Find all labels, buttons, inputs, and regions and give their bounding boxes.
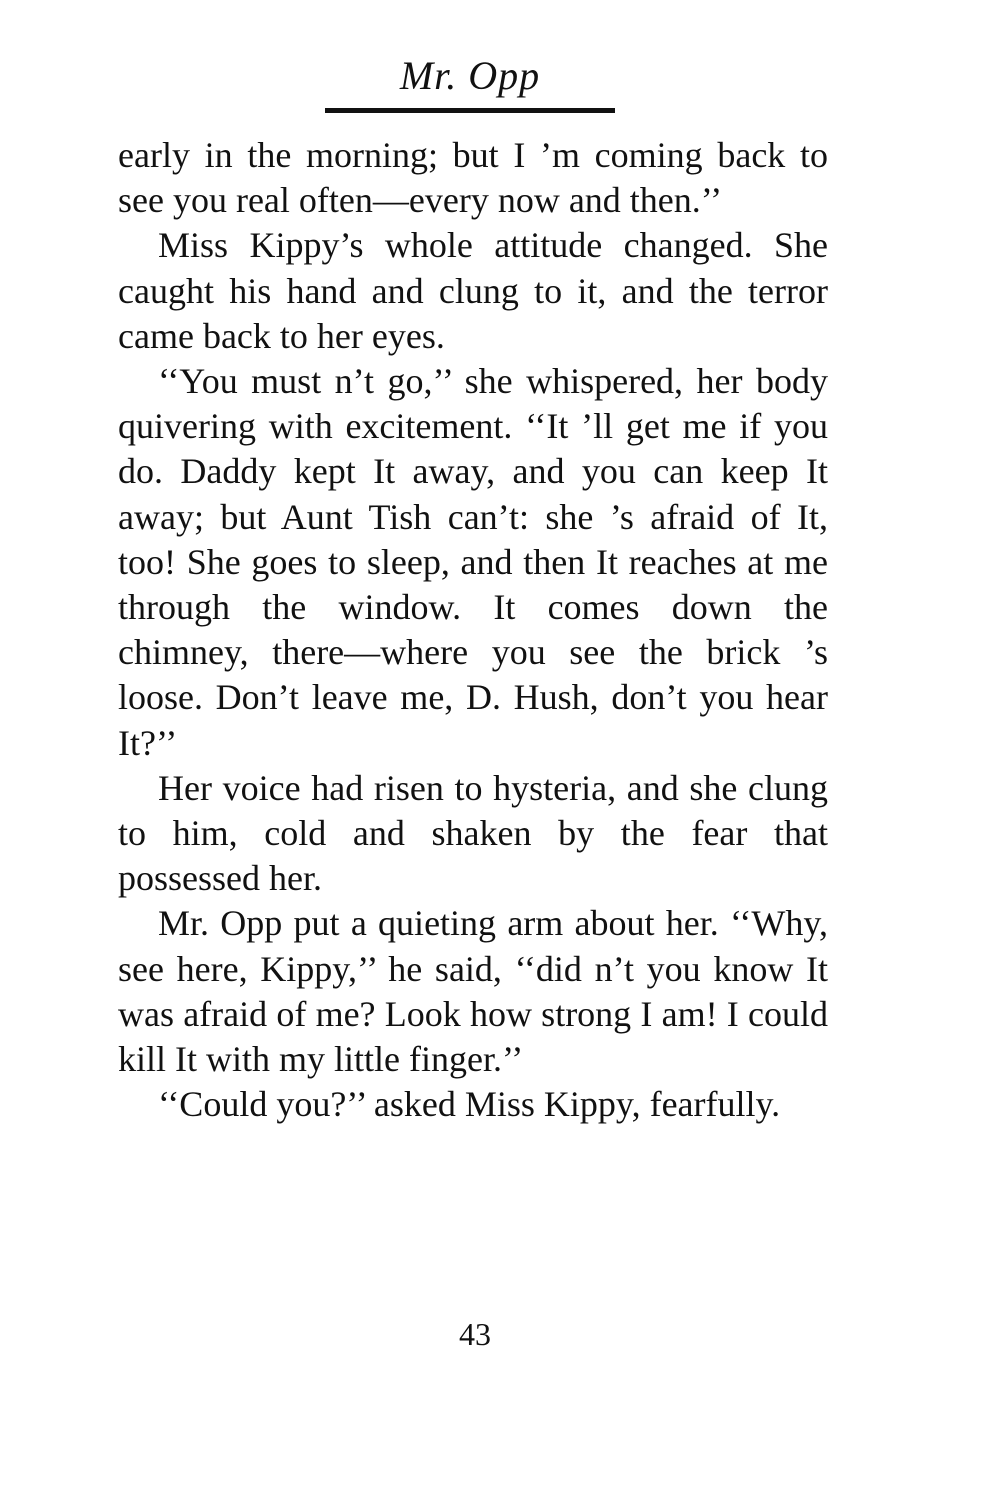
page-number: 43 [459, 1316, 491, 1352]
running-head: Mr. Opp [399, 53, 541, 98]
paragraph: early in the morning; but I ’m coming back to see you real often—every now and then.’’ [118, 135, 828, 221]
paragraph: ‘‘Could you?’’ asked Miss Kippy, fearfully. [158, 1084, 781, 1125]
paragraph: ‘‘You must n’t go,’’ she whispered, her body quivering with excitement. ‘‘It ’ll get me if you do. Daddy kept It away, and you can keep It away; but Aunt Tish can’t: she ’s afraid of It, too! She goes to sleep, and then It reaches at me through the window. It comes down the chimney, there—where you see the brick ’s loose. Don’t leave me, D. Hush, don’t you hear It?’’ [118, 361, 828, 763]
paragraph: Her voice had risen to hysteria, and she clung to him, cold and shaken by the fear that possessed her. [118, 767, 828, 899]
paragraph: Miss Kippy’s whole attitude changed. She caught his hand and clung to it, and the terror came back to her eyes. [118, 225, 828, 356]
body-text [118, 133, 828, 1127]
paragraph: Mr. Opp put a quieting arm about her. ‘‘Why, see here, Kippy,’’ he said, ‘‘did n’t you know It was afraid of me? Look how strong I am! I could kill It with my little finger.’’ [118, 903, 828, 1080]
header-rule [325, 108, 615, 113]
